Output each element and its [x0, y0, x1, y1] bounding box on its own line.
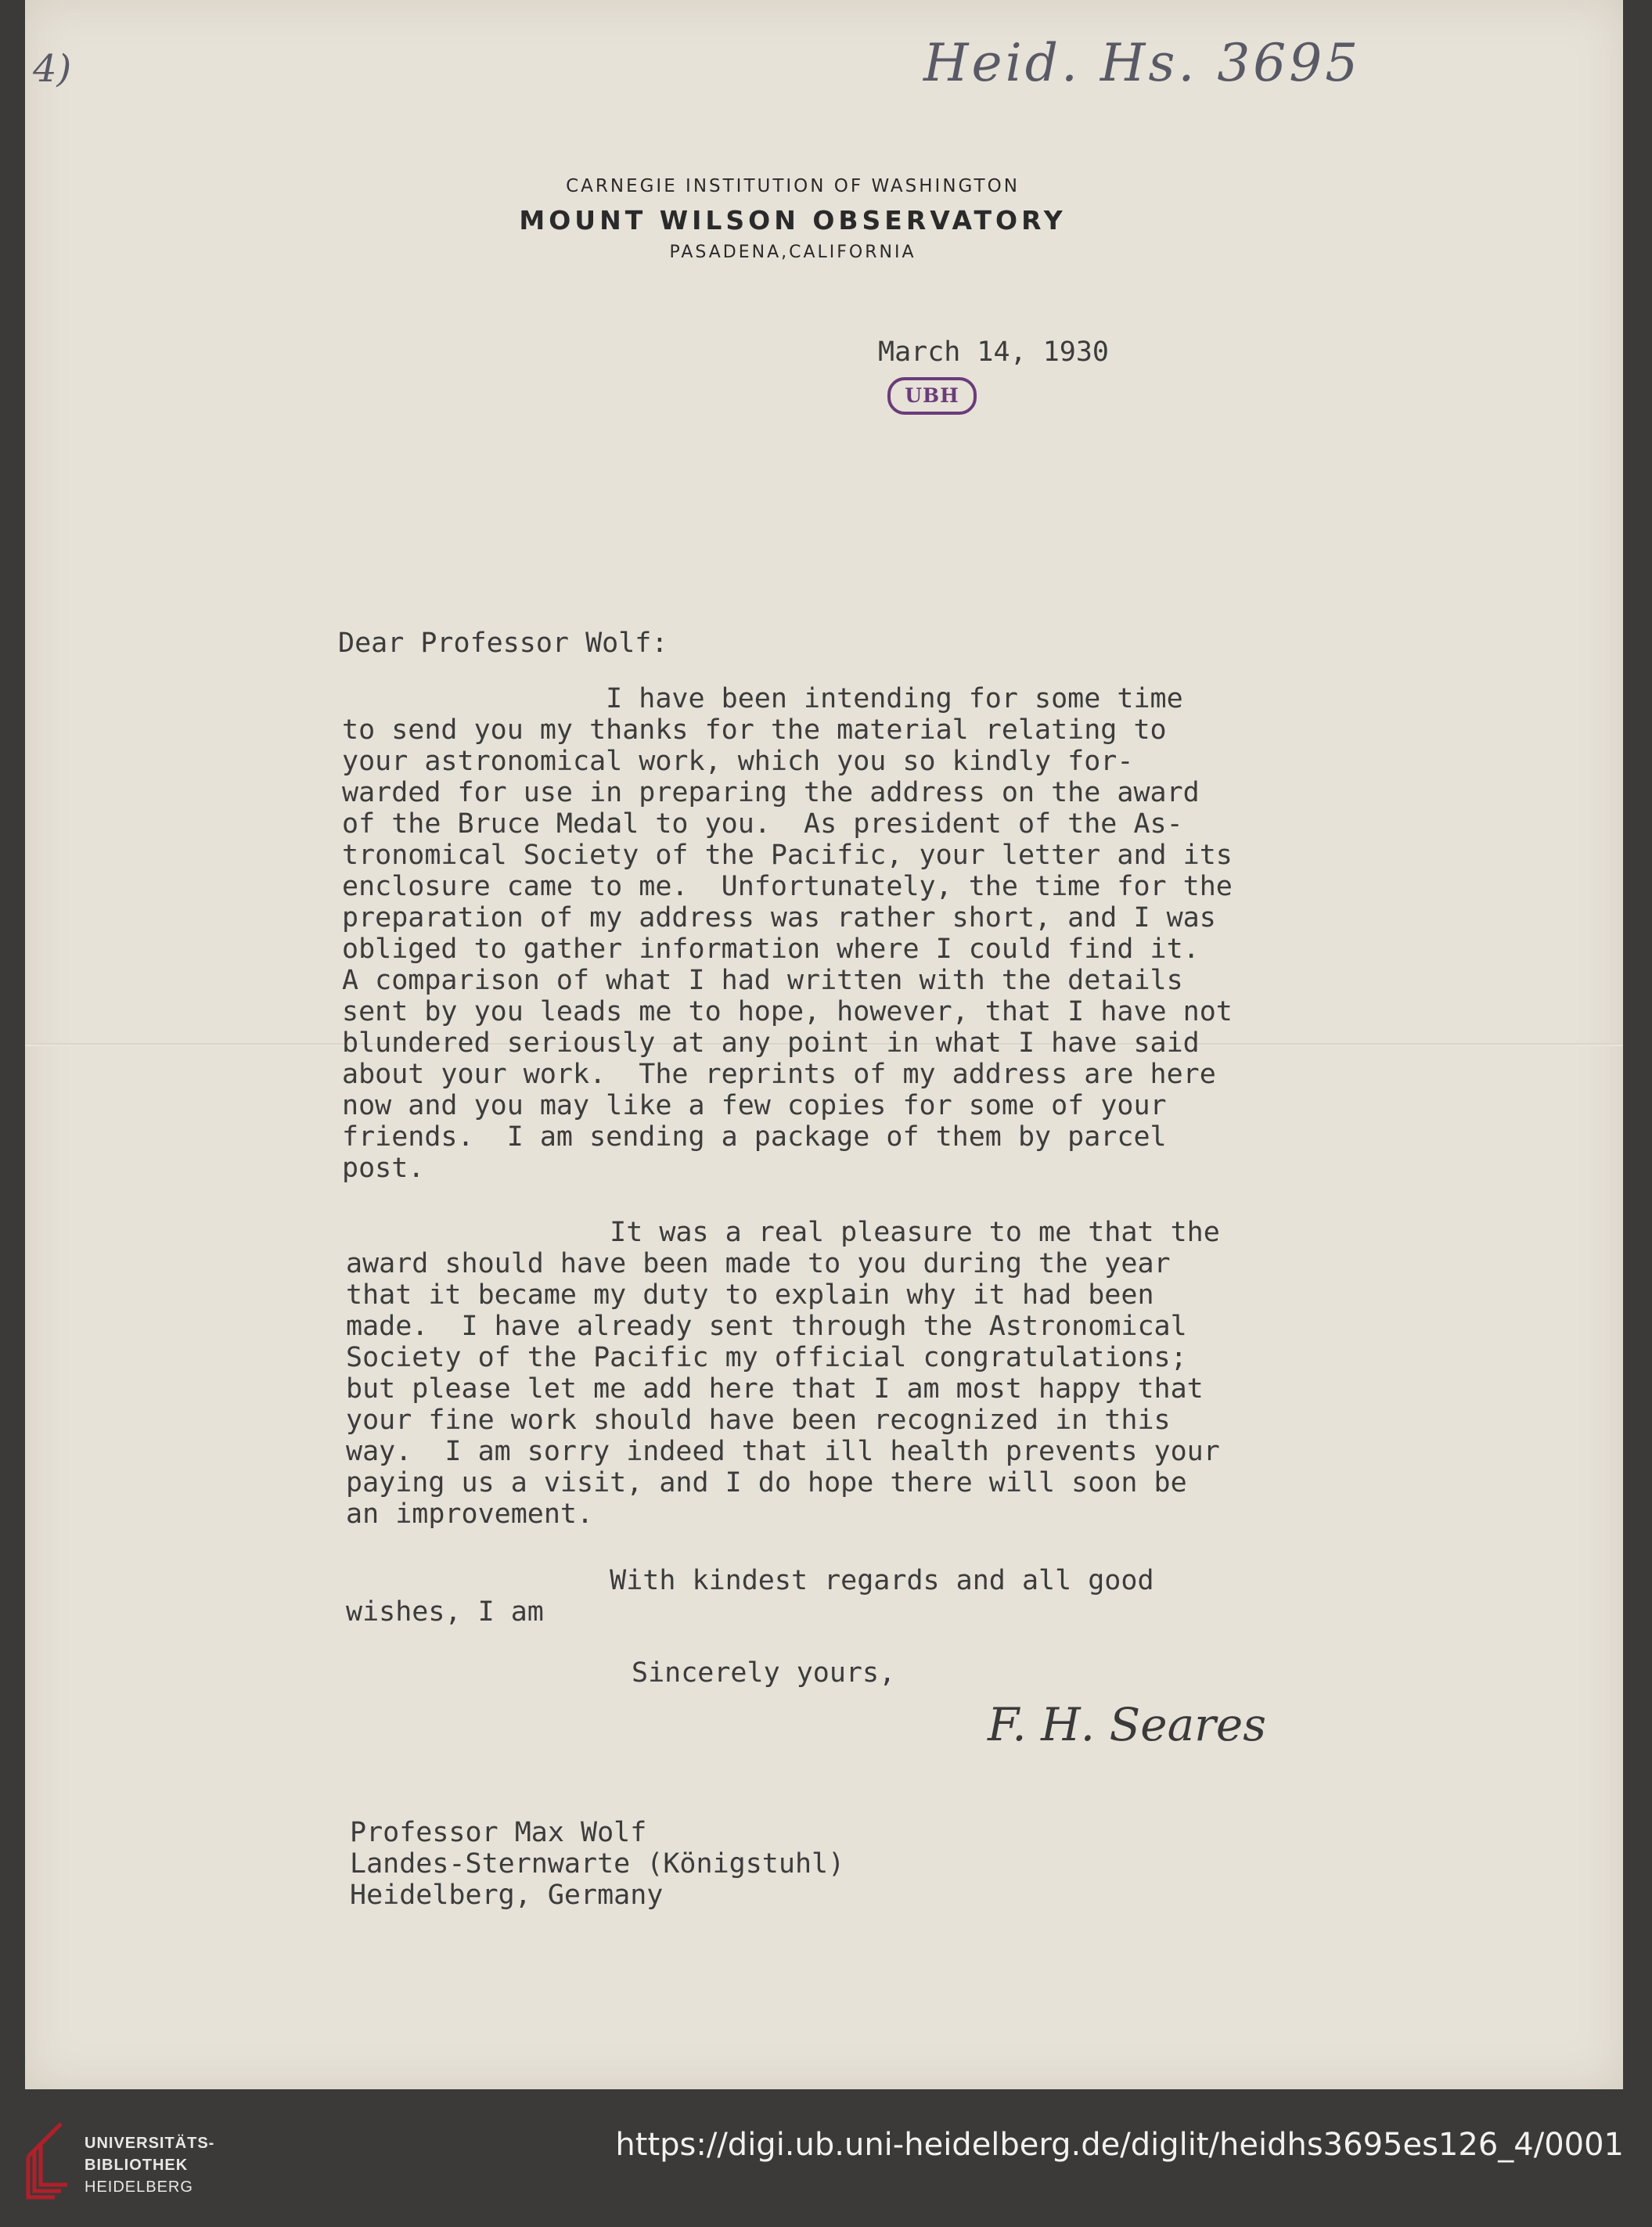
salutation: Dear Professor Wolf:: [338, 628, 668, 659]
shelfmark-annotation: Heid. Hs. 3695: [923, 33, 1362, 93]
letterhead-location: PASADENA,CALIFORNIA: [669, 243, 916, 262]
paragraph-3: With kindest regards and all good wishes, I am: [346, 1565, 1154, 1628]
paragraph-1: I have been intending for some time to send you my thanks for the material relating to your astronomical work, which you so kindly for- warded for use in preparing the address on the award of the Bruce Medal to you. As president of the As- tronomical Society of the Pacific, your letter and its enclosure came to me. Unfortunately, the time for the preparation of my address was rather short, and I was obliged to gather information where I could find it. A comparison of what I had written with the details sent by you leads me to hope, however, that I have not blundered seriously at any point in what I have said about your work. The reprints of my address are here now and you may like a few copies for some of your friends. I am sending a package of them by parcel post.: [342, 683, 1233, 1184]
library-name-line2: BIBLIOTHEK: [85, 2157, 189, 2174]
page-number-annotation: 4): [33, 47, 72, 91]
closing: Sincerely yours,: [632, 1657, 896, 1689]
library-stamp: UBH: [887, 377, 977, 415]
handwritten-signature: F. H. Seares: [988, 1698, 1266, 1751]
university-library-logo-icon: [23, 2119, 70, 2204]
library-name-line3: HEIDELBERG: [85, 2178, 193, 2196]
letterhead-institution: CARNEGIE INSTITUTION OF WASHINGTON: [566, 176, 1020, 196]
paragraph-2: It was a real pleasure to me that the award should have been made to you during the year that it became my duty to explain why it had been made. I have already sent through the Astronomical Society of the Pacific my official congratulations; but please let me add here that I am most happy that your fine work should have been recognized in this way. I am sorry indeed that ill health prevents your paying us a visit, and I do hope there will soon be an improvement.: [346, 1217, 1220, 1530]
letter-page: [25, 0, 1623, 2089]
letter-date: March 14, 1930: [878, 336, 1110, 368]
recipient-address: Professor Max Wolf Landes-Sternwarte (Königstuhl) Heidelberg, Germany: [350, 1817, 845, 1911]
library-name-line1: UNIVERSITÄTS-: [85, 2135, 215, 2152]
letterhead-observatory: MOUNT WILSON OBSERVATORY: [519, 205, 1067, 236]
permalink-url[interactable]: https://digi.ub.uni-heidelberg.de/diglit/heidhs3695es126_4/0001: [615, 2127, 1624, 2163]
